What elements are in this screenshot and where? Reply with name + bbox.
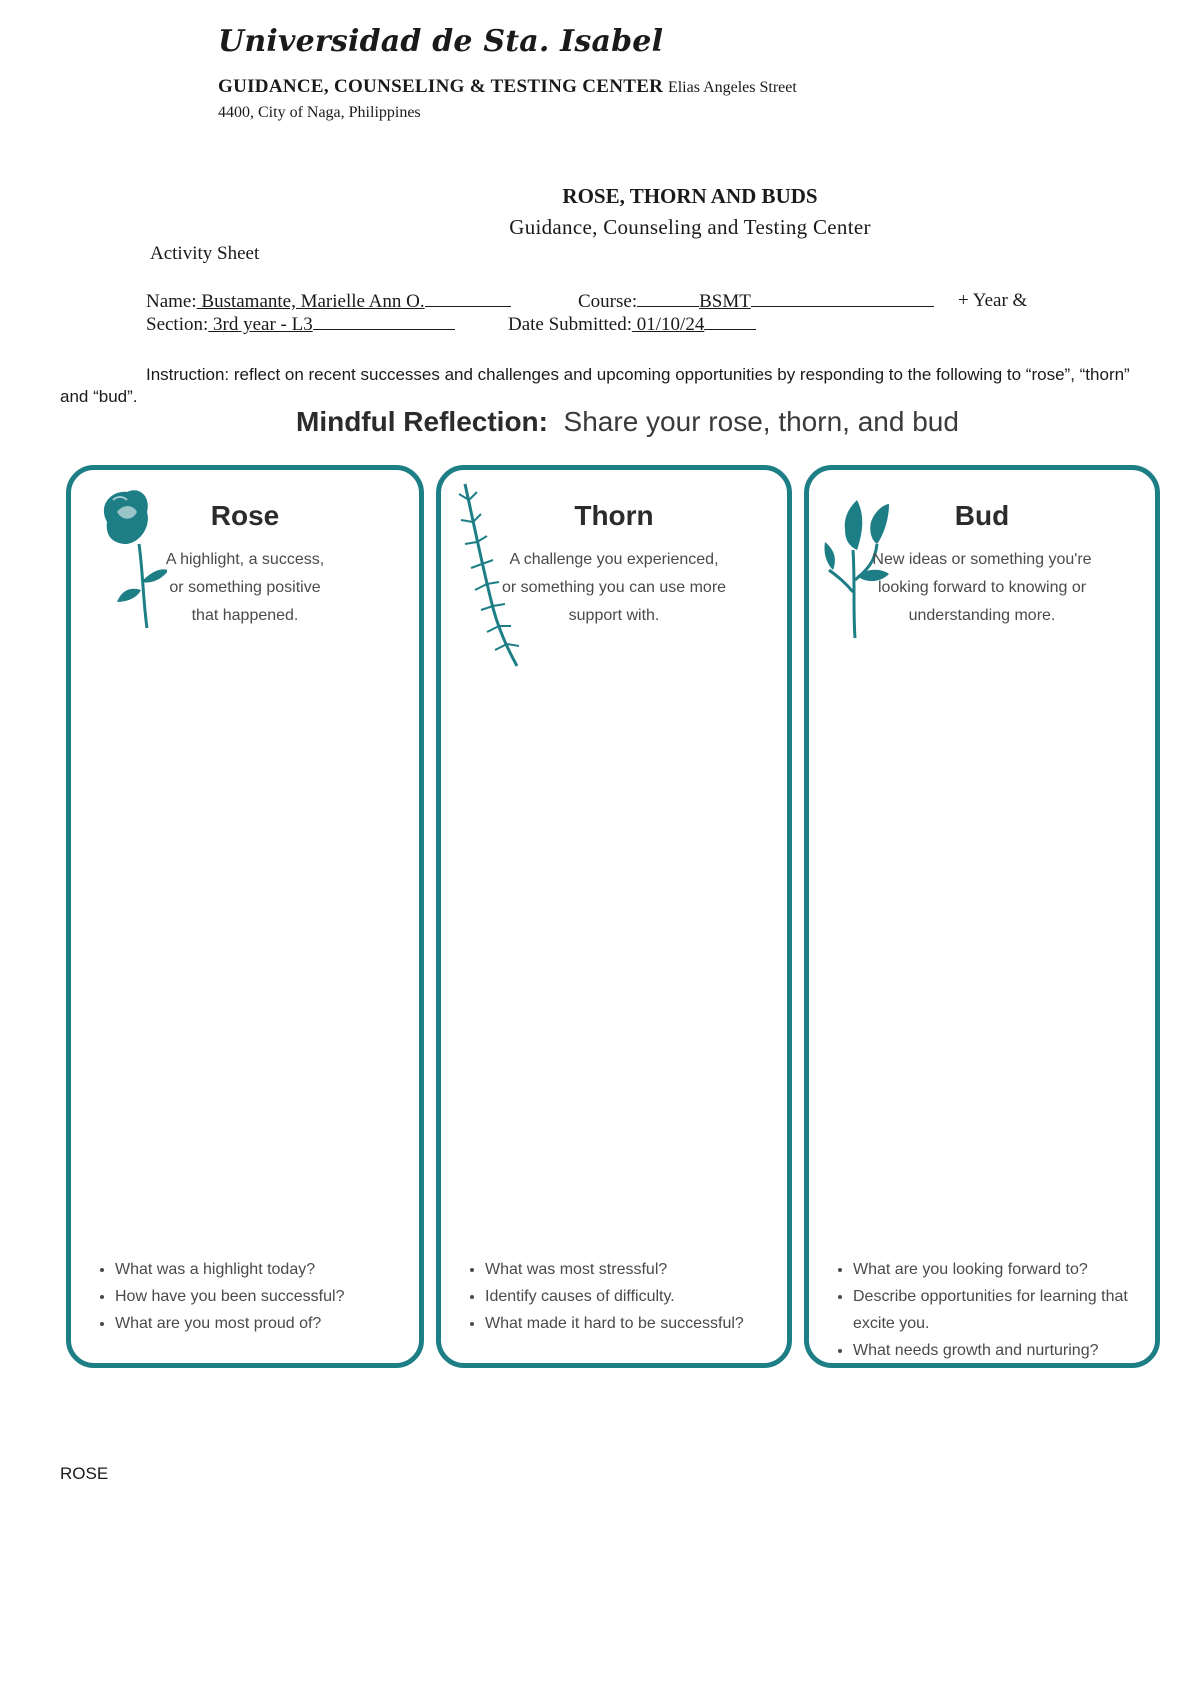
document-subtitle: Guidance, Counseling and Testing Center bbox=[509, 215, 871, 239]
mindful-heading bbox=[296, 406, 959, 438]
name-label: Name: bbox=[146, 291, 197, 312]
list-item: • What was a highlight today? bbox=[115, 1256, 409, 1283]
mindful-lead: Mindful Reflection: bbox=[296, 406, 548, 437]
card-description: New ideas or something you're looking forward to knowing or understanding more. bbox=[872, 551, 1092, 624]
prompt-list bbox=[835, 1256, 1145, 1364]
mindful-rest: Share your rose, thorn, and bud bbox=[563, 406, 959, 437]
name-value[interactable]: Bustamante, Marielle Ann O. bbox=[196, 291, 425, 312]
rose-section-label: ROSE bbox=[60, 1464, 109, 1483]
rose-card bbox=[66, 465, 424, 1368]
list-item: • What was most stressful? bbox=[485, 1256, 777, 1283]
activity-label: Activity Sheet bbox=[150, 243, 260, 264]
course-label: Course: bbox=[578, 291, 638, 312]
list-item: • What are you most proud of? bbox=[115, 1310, 409, 1337]
date-field bbox=[508, 313, 756, 336]
card-title: Rose bbox=[210, 500, 280, 531]
card-description: A highlight, a success, or something positive that happened. bbox=[165, 551, 325, 624]
section-label: Section: bbox=[146, 314, 209, 335]
date-label: Date Submitted: bbox=[508, 314, 633, 335]
prompt-list bbox=[467, 1256, 777, 1337]
document-title: ROSE, THORN AND BUDS bbox=[562, 184, 818, 208]
list-item: • Describe opportunities for learning that excite you. bbox=[853, 1283, 1145, 1337]
card-title: Bud bbox=[954, 500, 1010, 531]
card-description: A challenge you experienced, or something you can use more support with. bbox=[501, 551, 727, 624]
course-field bbox=[578, 290, 934, 313]
list-item: • Identify causes of difficulty. bbox=[485, 1283, 777, 1310]
list-item: • What are you looking forward to? bbox=[853, 1256, 1145, 1283]
instruction-text: Instruction: reflect on recent successes and challenges and upcoming opportunities by responding to the following to “rose”, “thorn” and “bud”. bbox=[60, 365, 1130, 406]
list-item: • How have you been successful? bbox=[115, 1283, 409, 1310]
university-name: Universidad de Sta. Isabel bbox=[218, 24, 664, 59]
list-item: • What needs growth and nurturing? bbox=[853, 1337, 1145, 1364]
center-line bbox=[218, 76, 797, 98]
prompt-list bbox=[97, 1256, 409, 1337]
list-item: • What made it hard to be successful? bbox=[485, 1310, 777, 1337]
date-value[interactable]: 01/10/24 bbox=[632, 314, 705, 335]
bud-card bbox=[804, 465, 1160, 1368]
center-name: GUIDANCE, COUNSELING & TESTING CENTER bbox=[218, 76, 664, 97]
form-row-1 bbox=[146, 290, 511, 313]
city-address: 4400, City of Naga, Philippines bbox=[218, 104, 421, 121]
card-title: Thorn bbox=[574, 500, 654, 531]
street-address: Elias Angeles Street bbox=[667, 79, 797, 96]
thorn-card bbox=[436, 465, 792, 1368]
section-value[interactable]: 3rd year - L3 bbox=[208, 314, 313, 335]
year-label: + Year & bbox=[958, 290, 1028, 311]
course-value[interactable]: BSMT bbox=[699, 291, 751, 312]
form-row-2 bbox=[146, 313, 455, 336]
